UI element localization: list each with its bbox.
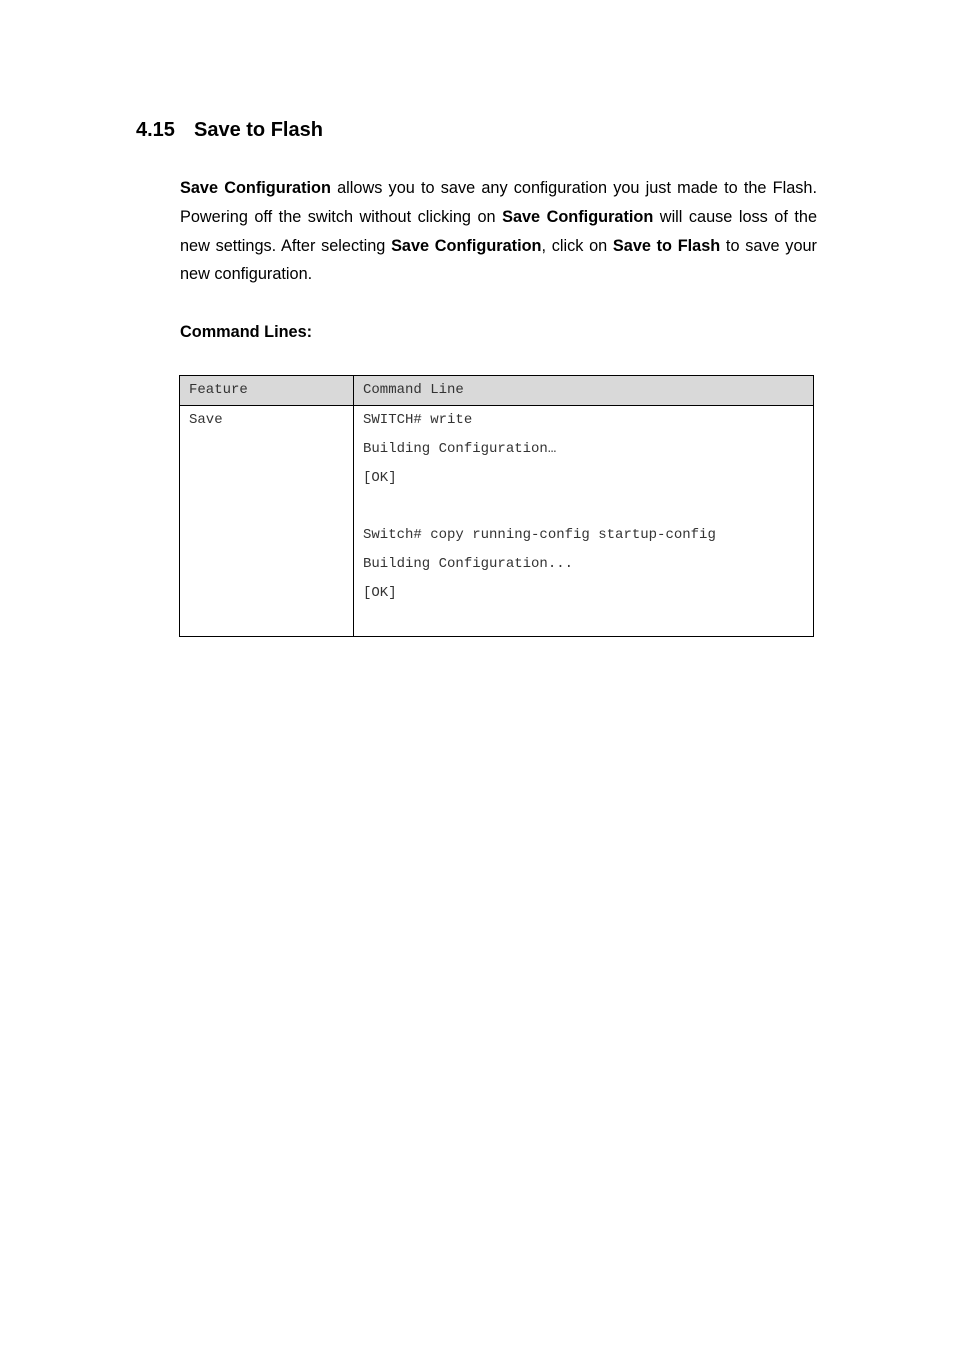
command-line: Switch# copy running-config startup-config <box>363 527 716 544</box>
command-line <box>363 492 804 521</box>
section-title: Save to Flash <box>194 119 323 141</box>
command-cell <box>354 406 814 637</box>
bold-term: Save to Flash <box>612 236 721 255</box>
command-line: Building Configuration… <box>363 440 557 457</box>
command-line: SWITCH# write <box>363 412 473 428</box>
description-paragraph <box>180 174 817 289</box>
paragraph-text: will cause loss of the new settings. After selecting <box>180 207 817 255</box>
header-command-line: Command Line <box>354 376 814 406</box>
feature-cell <box>180 406 354 637</box>
command-lines-label: Command Lines: <box>180 323 313 341</box>
bold-term: Save Configuration <box>180 179 331 197</box>
command-line: [OK] <box>363 584 397 601</box>
header-feature: Feature <box>180 376 354 406</box>
table-row <box>180 406 814 637</box>
feature-name: Save <box>189 412 223 428</box>
paragraph-text: to save your new configuration. <box>180 236 817 284</box>
table-header-row <box>180 376 814 406</box>
paragraph-text: , click on <box>541 236 613 255</box>
paragraph-text: allows you to save any configuration you just made to the Flash. Powering off the switch without clicking on <box>180 179 817 226</box>
command-line: [OK] <box>363 469 397 486</box>
command-line: Building Configuration... <box>363 555 574 572</box>
bold-term: Save Configuration <box>502 207 654 226</box>
section-number: 4.15 <box>136 119 175 141</box>
bold-term: Save Configuration <box>391 236 542 255</box>
section-heading <box>136 116 323 144</box>
command-table <box>179 375 814 637</box>
